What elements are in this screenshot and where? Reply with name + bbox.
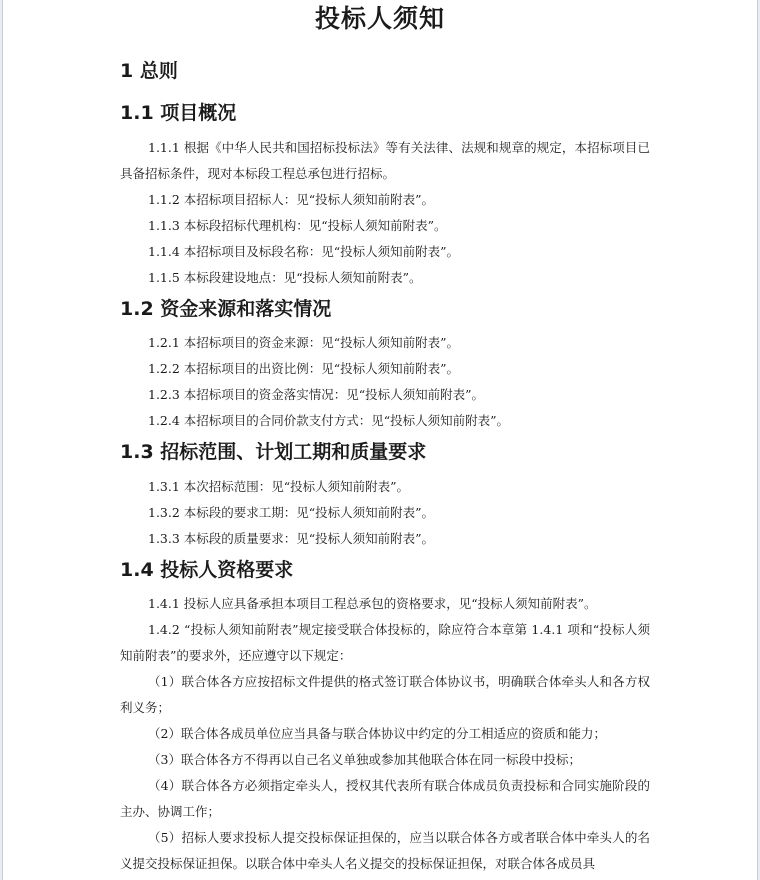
section-heading-general: 1 总则 [120,60,178,82]
clause-1-1-3: 1.1.3 本标段招标代理机构：见“投标人须知前附表”。 [148,218,447,233]
clause-1-4-2: 1.4.2 “投标人须知前附表”规定接受联合体投标的，除应符合本章第 1.4.1 项和“投标人须知前附表”的要求外，还应遵守以下规定： [120,622,650,663]
clause-1-2-3: 1.2.3 本招标项目的资金落实情况：见“投标人须知前附表”。 [148,387,485,402]
clause-1-1-4: 1.1.4 本招标项目及标段名称：见“投标人须知前附表”。 [148,244,460,259]
clause-1-2-2: 1.2.2 本招标项目的出资比例：见“投标人须知前附表”。 [148,361,460,376]
clause-1-3-2: 1.3.2 本标段的要求工期：见“投标人须知前附表”。 [148,505,435,520]
clause-1-2-1: 1.2.1 本招标项目的资金来源：见“投标人须知前附表”。 [148,335,460,350]
consortium-rule-5: （5）招标人要求投标人提交投标保证担保的，应当以联合体各方或者联合体中牵头人的名义提交投标保证担保。以联合体中牵头人名义提交的投标保证担保，对联合体各成员具 [120,830,650,871]
clause-1-3-3: 1.3.3 本标段的质量要求：见“投标人须知前附表”。 [148,531,435,546]
clause-1-1-1: 1.1.1 根据《中华人民共和国招标投标法》等有关法律、法规和规章的规定，本招标项目已具备招标条件，现对本标段工程总承包进行招标。 [120,140,650,181]
document-title: 投标人须知 [314,4,445,33]
consortium-rule-4: （4）联合体各方必须指定牵头人，授权其代表所有联合体成员负责投标和合同实施阶段的主办、协调工作； [120,778,650,819]
document-page [2,0,758,880]
consortium-rule-2: （2）联合体各成员单位应当具备与联合体协议中约定的分工相适应的资质和能力； [148,726,606,741]
section-heading-project-overview: 1.1 项目概况 [120,102,237,124]
clause-1-1-2: 1.1.2 本招标项目招标人：见“投标人须知前附表”。 [148,192,435,207]
consortium-rule-3: （3）联合体各方不得再以自己名义单独或参加其他联合体在同一标段中投标； [148,752,581,767]
section-heading-scope: 1.3 招标范围、计划工期和质量要求 [120,441,427,463]
clause-1-1-5: 1.1.5 本标段建设地点：见“投标人须知前附表”。 [148,270,422,285]
clause-1-2-4: 1.2.4 本招标项目的合同价款支付方式：见“投标人须知前附表”。 [148,413,510,428]
section-heading-qualifications: 1.4 投标人资格要求 [120,559,294,581]
consortium-rule-1: （1）联合体各方应按招标文件提供的格式签订联合体协议书，明确联合体牵头人和各方权利义务； [120,674,650,715]
clause-1-4-1: 1.4.1 投标人应具备承担本项目工程总承包的资格要求，见“投标人须知前附表”。 [148,596,597,611]
clause-1-3-1: 1.3.1 本次招标范围：见“投标人须知前附表”。 [148,479,410,494]
section-heading-funding: 1.2 资金来源和落实情况 [120,298,332,320]
